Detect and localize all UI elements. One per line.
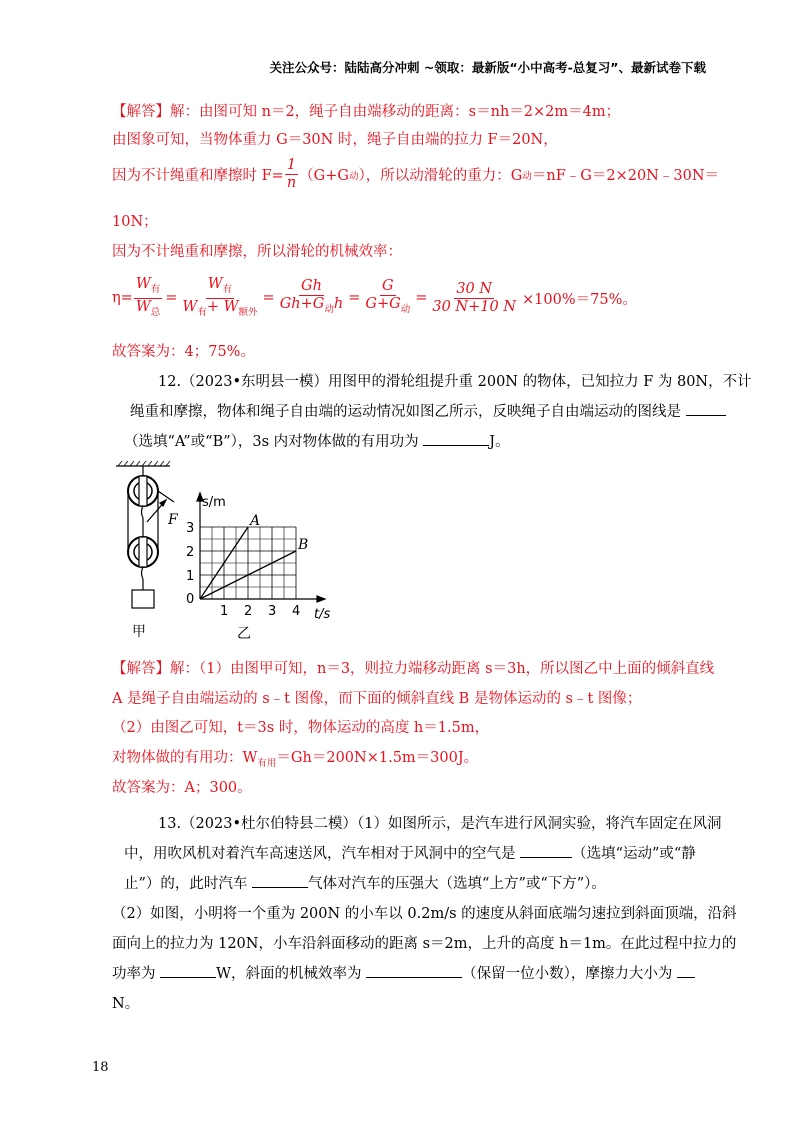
text: W，斜面的机械效率为 xyxy=(216,966,362,982)
text: 功率为 xyxy=(112,966,156,982)
question-line xyxy=(130,400,726,421)
page-number: 18 xyxy=(92,1060,109,1075)
subscript: 有 xyxy=(150,283,161,295)
figure-label-yi: 乙 xyxy=(237,626,251,642)
w: + W xyxy=(206,298,239,315)
fraction xyxy=(363,278,412,318)
text: （G+G xyxy=(299,168,349,184)
subscript: 动 xyxy=(324,304,334,316)
series-label-A: A xyxy=(250,513,261,529)
question-line: （2）如图，小明将一个重为 200N 的小车以 0.2m/s 的速度从斜面底端匀速拉到斜面顶端，沿斜 xyxy=(112,906,737,922)
chart-ticks xyxy=(186,521,300,619)
numerator: G xyxy=(381,278,394,295)
answer-line: 10N； xyxy=(112,214,158,230)
w: W xyxy=(182,298,198,315)
chart-grid xyxy=(200,527,296,599)
answer-blank[interactable] xyxy=(366,964,462,978)
question-line: 面向上的拉力为 120N，小车沿斜面移动的距离 s＝2m，上升的高度 h＝1m。在此过程中拉力的 xyxy=(112,936,737,952)
efficiency-formula xyxy=(112,276,637,321)
text: （选填“运动”或“静 xyxy=(572,846,696,862)
text: 对物体做的有用功：W xyxy=(112,750,258,766)
x-tick-label: 0 xyxy=(186,592,195,607)
denominator: n xyxy=(286,175,297,191)
d: G+G xyxy=(365,296,401,313)
text: 中，用吹风机对着汽车高速送风，汽车相对于风洞中的空气是 xyxy=(124,846,516,862)
fraction xyxy=(285,157,298,192)
figure-label-jia: 甲 xyxy=(132,624,146,640)
answer-line: A 是绳子自由端运动的 s﹣t 图像，而下面的倾斜直线 B 是物体运动的 s﹣t 图像； xyxy=(112,691,642,707)
y-axis-label: s/m xyxy=(202,495,226,510)
page-header: 关注公众号：陆陆高分冲刺 ~领取：最新版“小中高考-总复习”、最新试卷下载 xyxy=(269,60,706,75)
weight-block xyxy=(132,590,154,608)
y-tick-label: 1 xyxy=(186,569,195,584)
w: W xyxy=(135,276,151,292)
answer-line: 因为不计绳重和摩擦，所以滑轮的机械效率： xyxy=(112,244,402,260)
w: W xyxy=(135,298,151,315)
w: W xyxy=(207,276,223,292)
text: J。 xyxy=(489,434,510,450)
question-line xyxy=(112,962,695,983)
text: 绳重和摩擦，物体和绳子自由端的运动情况如图乙所示，反映绳子自由端运动的图线是 xyxy=(130,404,681,420)
equals: = xyxy=(348,290,361,307)
answer-blank[interactable] xyxy=(423,432,489,446)
answer-blank[interactable] xyxy=(520,844,572,858)
eta: η= xyxy=(112,290,133,307)
y-tick-label: 2 xyxy=(186,545,195,560)
subscript: 有用 xyxy=(257,757,277,769)
d: Gh+G xyxy=(279,296,325,313)
fraction xyxy=(180,276,259,321)
text: （选填“A”或“B”），3s 内对物体做的有用功为 xyxy=(124,434,419,450)
text: ＝Gh＝200N×1.5m＝300J。 xyxy=(276,750,479,766)
question-line xyxy=(124,842,696,863)
h: h xyxy=(333,296,344,313)
fraction xyxy=(134,276,162,321)
subscript: 动 xyxy=(522,170,532,182)
final-answer: 故答案为：4；75%。 xyxy=(112,344,255,360)
fraction xyxy=(278,278,346,318)
text: ＝nF﹣G＝2×20N﹣30N＝ xyxy=(531,168,720,184)
result: ×100%＝75%。 xyxy=(522,291,637,308)
subscript: 有 xyxy=(197,306,207,318)
subscript: 总 xyxy=(150,306,161,318)
answer-blank[interactable] xyxy=(160,964,216,978)
text: 因为不计绳重和摩擦时 F= xyxy=(112,168,284,184)
question-line: N。 xyxy=(112,996,140,1012)
denominator: 30 N+10 N xyxy=(432,298,517,315)
x-tick-label: 3 xyxy=(268,604,277,619)
answer-blank[interactable] xyxy=(677,964,695,978)
x-axis-label: t/s xyxy=(314,607,331,622)
text: 气体对汽车的压强大（选填“上方”或“下方”）。 xyxy=(308,876,606,892)
subscript: 额外 xyxy=(238,306,258,318)
text: （保留一位小数），摩擦力大小为 xyxy=(462,966,673,982)
subscript: 动 xyxy=(400,304,411,316)
equals: = xyxy=(165,290,178,307)
text: ），所以动滑轮的重力：G xyxy=(358,168,523,184)
answer-line: （2）由图乙可知，t＝3s 时，物体运动的高度 h＝1.5m， xyxy=(112,720,490,736)
equals: = xyxy=(262,290,275,307)
ceiling-hatch xyxy=(118,461,170,466)
numerator: 1 xyxy=(286,157,297,173)
question-line: 13.（2023•杜尔伯特县二模）（1）如图所示，是汽车进行风洞实验，将汽车固定在风洞 xyxy=(158,816,722,832)
answer-line xyxy=(112,746,478,769)
question-line xyxy=(124,430,510,451)
question-line xyxy=(124,872,606,893)
answer-blank[interactable] xyxy=(686,402,726,416)
answer-line: 【解答】解：由图可知 n＝2，绳子自由端移动的距离：s＝nh＝2×2m＝4m； xyxy=(112,104,621,120)
fraction xyxy=(430,281,518,316)
numerator: Gh xyxy=(300,278,322,295)
answer-blank[interactable] xyxy=(252,874,308,888)
numerator: 30 N xyxy=(456,280,493,297)
answer-line: 【解答】解：（1）由图甲可知，n＝3，则拉力端移动距离 s＝3h，所以图乙中上面的倾斜直线 xyxy=(112,661,715,677)
question-line: 12.（2023•东明县一模）用图甲的滑轮组提升重 200N 的物体，已知拉力 F 为 80N，不计 xyxy=(158,374,752,390)
x-tick-label: 2 xyxy=(244,604,253,619)
chart-series xyxy=(200,513,308,599)
answer-line: 由图象可知，当物体重力 G＝30N 时，绳子自由端的拉力 F＝20N， xyxy=(112,132,558,148)
x-tick-label: 4 xyxy=(292,604,301,619)
subscript: 有 xyxy=(222,283,233,295)
st-graph xyxy=(180,490,360,642)
series-label-B: B xyxy=(298,537,309,553)
final-answer: 故答案为：A；300。 xyxy=(112,780,252,796)
equals: = xyxy=(415,290,428,307)
force-label: F xyxy=(168,512,178,528)
text: 止”）的，此时汽车 xyxy=(124,876,248,892)
x-tick-label: 1 xyxy=(220,604,229,619)
answer-line-formula xyxy=(112,157,719,192)
subscript: 动 xyxy=(349,170,359,182)
y-tick-label: 3 xyxy=(186,521,195,536)
